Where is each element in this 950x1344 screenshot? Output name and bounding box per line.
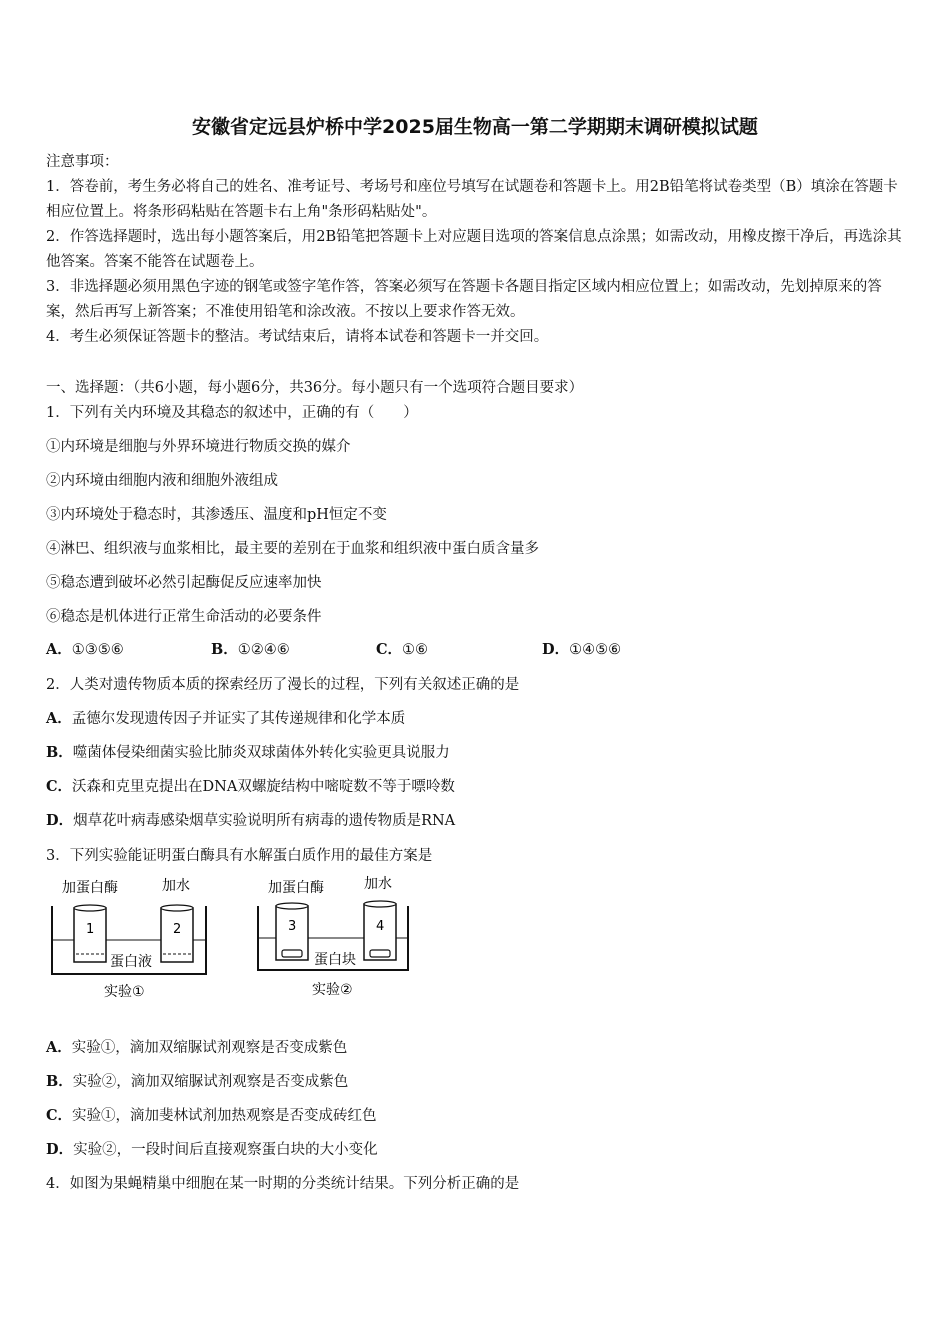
q3-option-d[interactable]: D．实验②，一段时间后直接观察蛋白块的大小变化 bbox=[46, 1141, 378, 1158]
notice-item: 4．考生必须保证答题卡的整洁。考试结束后，请将本试卷和答题卡一并交回。 bbox=[46, 329, 549, 345]
q1-option-c[interactable]: C．①⑥ bbox=[376, 641, 429, 658]
q1-option-a[interactable]: A．①③⑤⑥ bbox=[46, 641, 124, 658]
q1-option-b[interactable]: B．①②④⑥ bbox=[211, 641, 290, 658]
tube-3-label: 3 bbox=[288, 919, 297, 934]
protein-block bbox=[370, 950, 390, 957]
exp2-left-label: 加蛋白酶 bbox=[268, 880, 324, 896]
q2-option-c[interactable]: C．沃森和克里克提出在DNA双螺旋结构中嘧啶数不等于嘌呤数 bbox=[46, 778, 455, 795]
q2-option-b[interactable]: B．噬菌体侵染细菌实验比肺炎双球菌体外转化实验更具说服力 bbox=[46, 744, 450, 761]
exp2-right-label: 加水 bbox=[364, 876, 392, 892]
q1-statement: ⑤稳态遭到破坏必然引起酶促反应速率加快 bbox=[46, 575, 322, 591]
exp1-caption: 实验① bbox=[104, 984, 145, 1000]
tube-4-label: 4 bbox=[376, 919, 385, 934]
experiment-1 bbox=[52, 877, 206, 1000]
q3-stem: 3．下列实验能证明蛋白酶具有水解蛋白质作用的最佳方案是 bbox=[46, 848, 433, 864]
notice-item: 3．非选择题必须用黑色字迹的钢笔或签字笔作答，答案必须写在答题卡各题目指定区域内相应位置上；如需改动，先划掉原来的答案，然后再写上新答案；不准使用铅笔和涂改液。不按以上要求作答无效。 bbox=[46, 279, 882, 320]
exp2-caption: 实验② bbox=[312, 982, 353, 998]
protein-block bbox=[282, 950, 302, 957]
q2-option-a[interactable]: A．孟德尔发现遗传因子并证实了其传递规律和化学本质 bbox=[46, 710, 406, 727]
q1-stem: 1．下列有关内环境及其稳态的叙述中，正确的有（ ） bbox=[46, 405, 418, 421]
section-heading: 一、选择题：（共6小题，每小题6分，共36分。每小题只有一个选项符合题目要求） bbox=[46, 380, 584, 396]
tube-1-label: 1 bbox=[86, 922, 95, 937]
experiment-figure bbox=[46, 870, 426, 1010]
exp1-left-label: 加蛋白酶 bbox=[62, 880, 118, 896]
q1-option-d[interactable]: D．①④⑤⑥ bbox=[542, 641, 622, 658]
q2-option-d[interactable]: D．烟草花叶病毒感染烟草实验说明所有病毒的遗传物质是RNA bbox=[46, 812, 456, 829]
q3-option-a[interactable]: A．实验①，滴加双缩脲试剂观察是否变成紫色 bbox=[46, 1039, 348, 1056]
exp2-liquid-label: 蛋白块 bbox=[314, 952, 356, 968]
exam-title: 安徽省定远县炉桥中学2025届生物高一第二学期期末调研模拟试题 bbox=[192, 116, 758, 138]
notice-item: 2．作答选择题时，选出每小题答案后，用2B铅笔把答题卡上对应题目选项的答案信息点涂黑；如需改动，用橡皮擦干净后，再选涂其他答案。答案不能答在试题卷上。 bbox=[46, 229, 902, 270]
q3-option-b[interactable]: B．实验②，滴加双缩脲试剂观察是否变成紫色 bbox=[46, 1073, 349, 1090]
tube-2-label: 2 bbox=[173, 922, 182, 937]
q2-stem: 2．人类对遗传物质本质的探索经历了漫长的过程，下列有关叙述正确的是 bbox=[46, 677, 520, 693]
notice-heading: 注意事项： bbox=[46, 154, 119, 170]
exp1-right-label: 加水 bbox=[162, 878, 190, 894]
q1-statement: ②内环境由细胞内液和细胞外液组成 bbox=[46, 473, 278, 489]
q3-option-c[interactable]: C．实验①，滴加斐林试剂加热观察是否变成砖红色 bbox=[46, 1107, 377, 1124]
experiment-2 bbox=[258, 875, 408, 998]
q4-stem: 4．如图为果蝇精巢中细胞在某一时期的分类统计结果。下列分析正确的是 bbox=[46, 1176, 520, 1192]
q1-statement: ⑥稳态是机体进行正常生命活动的必要条件 bbox=[46, 609, 322, 625]
exp1-liquid-label: 蛋白液 bbox=[110, 954, 152, 970]
q1-statement: ①内环境是细胞与外界环境进行物质交换的媒介 bbox=[46, 439, 351, 455]
notice-block bbox=[46, 150, 904, 350]
q1-statement: ④淋巴、组织液与血浆相比，最主要的差别在于血浆和组织液中蛋白质含量多 bbox=[46, 541, 539, 557]
notice-item: 1．答卷前，考生务必将自己的姓名、准考证号、考场号和座位号填写在试题卷和答题卡上。用2B铅笔将试卷类型（B）填涂在答题卡相应位置上。将条形码粘贴在答题卡右上角"条形码粘贴处"。 bbox=[46, 179, 898, 220]
q1-statement: ③内环境处于稳态时，其渗透压、温度和pH恒定不变 bbox=[46, 507, 387, 523]
